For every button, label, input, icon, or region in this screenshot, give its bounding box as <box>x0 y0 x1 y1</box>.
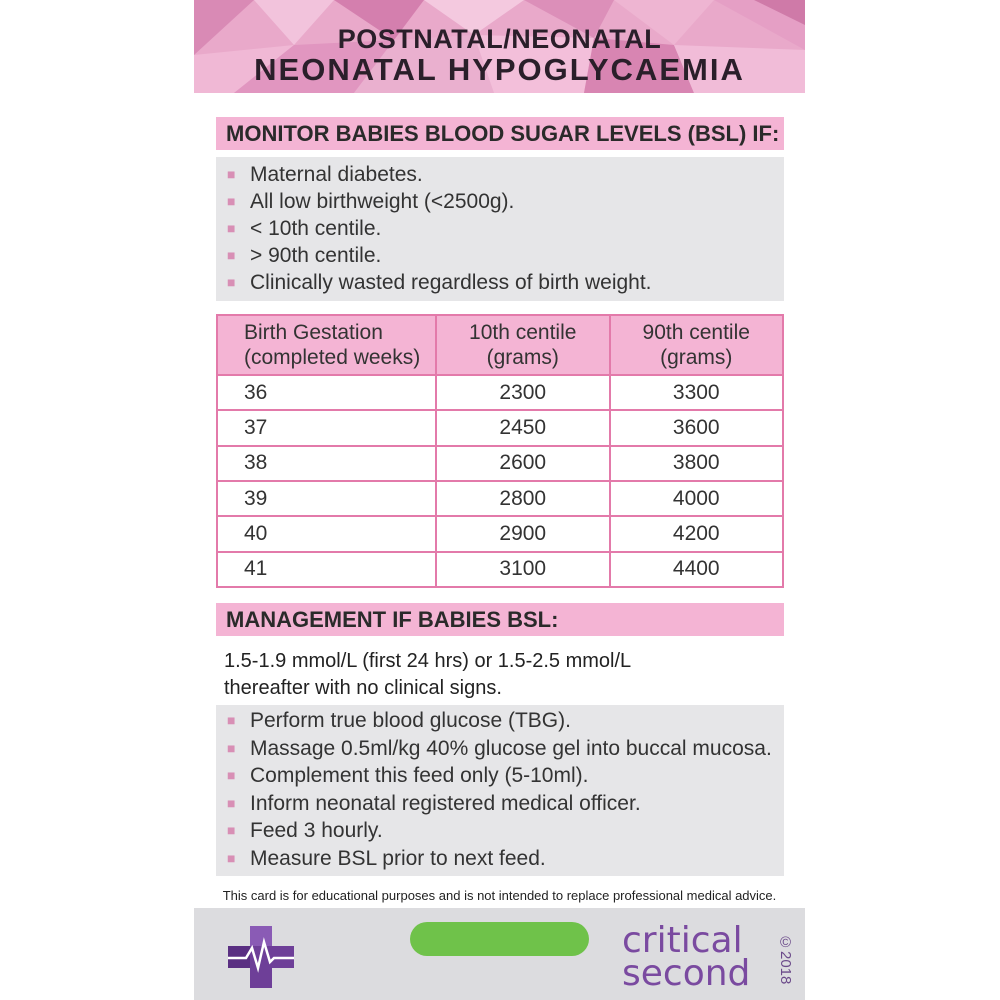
cell-gestation: 38 <box>217 446 436 481</box>
cell-90th-centile: 4200 <box>610 516 784 551</box>
brand-line-2: second <box>622 953 751 994</box>
column-header-gestation: Birth Gestation (completed weeks) <box>217 315 436 375</box>
table-row <box>217 516 783 551</box>
list-item: ■ Measure BSL prior to next feed. <box>227 846 546 870</box>
table-row <box>217 481 783 516</box>
cell-10th-centile: 2900 <box>436 516 610 551</box>
management-note-line-2: thereafter with no clinical signs. <box>224 677 502 699</box>
cell-10th-centile: 2450 <box>436 410 610 445</box>
management-steps-box <box>216 705 784 876</box>
management-threshold-note <box>224 648 631 702</box>
cell-10th-centile: 2600 <box>436 446 610 481</box>
cell-90th-centile: 4000 <box>610 481 784 516</box>
cell-90th-centile: 3600 <box>610 410 784 445</box>
cell-gestation: 39 <box>217 481 436 516</box>
cell-10th-centile: 2300 <box>436 375 610 410</box>
cell-10th-centile: 3100 <box>436 552 610 587</box>
brand-logo-text <box>622 920 751 994</box>
card-header <box>194 0 805 93</box>
list-item: ■ Inform neonatal registered medical officer. <box>227 791 641 815</box>
header-subtitle: POSTNATAL/NEONATAL <box>337 24 662 54</box>
cell-gestation: 41 <box>217 552 436 587</box>
cell-gestation: 37 <box>217 410 436 445</box>
monitor-criteria-list <box>216 161 784 296</box>
column-header-10th-centile: 10th centile (grams) <box>436 315 610 375</box>
monitor-heading: MONITOR BABIES BLOOD SUGAR LEVELS (BSL) IF: <box>226 120 780 146</box>
card-footer <box>194 908 805 1000</box>
list-item: ■ Complement this feed only (5-10ml). <box>227 764 589 787</box>
table-header-row <box>217 315 783 375</box>
column-header-90th-centile: 90th centile (grams) <box>610 315 784 375</box>
cell-90th-centile: 4400 <box>610 552 784 587</box>
management-note-line-1: 1.5-1.9 mmol/L (first 24 hrs) or 1.5-2.5 mmol/L <box>224 650 632 672</box>
cell-90th-centile: 3300 <box>610 375 784 410</box>
list-item: ■ Massage 0.5ml/kg 40% glucose gel into buccal mucosa. <box>227 736 772 760</box>
cell-gestation: 36 <box>217 375 436 410</box>
cell-gestation: 40 <box>217 516 436 551</box>
copyright-text: ©2018 <box>777 934 794 985</box>
management-heading: MANAGEMENT IF BABIES BSL: <box>226 606 559 632</box>
header-title: NEONATAL HYPOGLYCAEMIA <box>254 52 745 87</box>
medical-cross-heartbeat-icon <box>228 926 294 988</box>
list-item: ■ Perform true blood glucose (TBG). <box>227 709 571 732</box>
cell-10th-centile: 2800 <box>436 481 610 516</box>
disclaimer-text: This card is for educational purposes and is not intended to replace professional medical advice. <box>222 888 777 903</box>
list-item: ■ Maternal diabetes. <box>227 163 423 186</box>
list-item: ■ > 90th centile. <box>227 244 382 267</box>
cell-90th-centile: 3800 <box>610 446 784 481</box>
brand-line-1: critical <box>622 920 743 961</box>
list-item: ■ Feed 3 hourly. <box>227 819 383 842</box>
monitor-heading-bar <box>216 117 784 150</box>
reference-card <box>194 0 805 1000</box>
list-item: ■ All low birthweight (<2500g). <box>227 190 515 213</box>
table-row <box>217 410 783 445</box>
table-row <box>217 446 783 481</box>
table-row <box>217 552 783 587</box>
list-item: ■ Clinically wasted regardless of birth weight. <box>227 271 652 294</box>
centile-table <box>216 314 784 588</box>
monitor-criteria-box <box>216 157 784 301</box>
table-row <box>217 375 783 410</box>
management-heading-bar <box>216 603 784 636</box>
list-item: ■ < 10th centile. <box>227 217 382 240</box>
green-pill-decoration <box>410 922 589 956</box>
management-steps-list <box>216 707 784 872</box>
